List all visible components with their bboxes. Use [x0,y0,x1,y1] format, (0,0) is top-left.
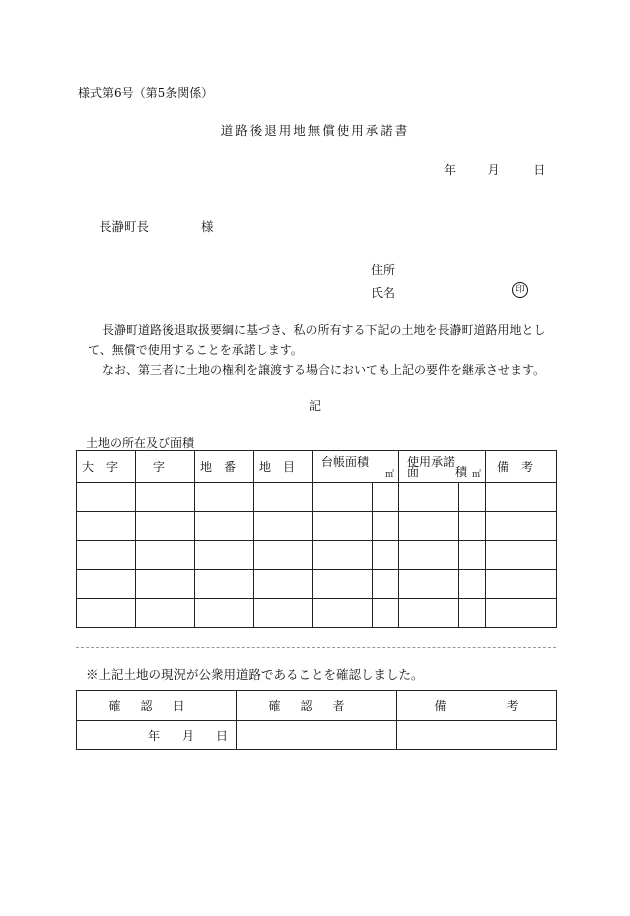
address-label: 住所 [371,263,396,277]
table-cell[interactable] [399,512,459,541]
table-cell[interactable] [486,541,557,570]
confirm-person-header: 確認者 [237,691,397,721]
table-cell[interactable] [195,512,254,541]
date-line [444,161,545,178]
land-section-label: 土地の所在及び面積 [86,436,195,450]
table-cell[interactable] [136,541,195,570]
confirm-remarks-header: 備 考 [397,691,557,721]
table-cell[interactable] [373,599,399,628]
table-cell[interactable] [254,512,313,541]
table-cell[interactable] [313,570,373,599]
confirm-person-cell[interactable] [237,721,397,750]
table-cell[interactable] [373,483,399,512]
header-remarks: 備考 [486,451,557,483]
table-cell[interactable] [136,483,195,512]
confirm-note: ※上記土地の現況が公衆用道路であることを確認しました。 [86,667,424,682]
table-row [77,512,557,541]
consent-area-label-2: 面 積 [407,465,468,479]
header-chimoku: 地目 [254,451,313,483]
addressee-honorific: 様 [201,219,214,234]
table-cell[interactable] [486,599,557,628]
table-cell[interactable] [486,483,557,512]
table-cell[interactable] [459,541,486,570]
addressee-name: 長瀞町長 [99,219,150,234]
consent-area-label-1: 使用承諾 [407,455,456,469]
header-consent-area [399,451,486,483]
table-cell[interactable] [486,570,557,599]
table-cell[interactable] [136,570,195,599]
table-cell[interactable] [313,483,373,512]
table-cell[interactable] [459,512,486,541]
table-cell[interactable] [459,599,486,628]
table-cell[interactable] [373,541,399,570]
confirm-table [76,690,557,750]
table-cell[interactable] [399,599,459,628]
table-cell[interactable] [313,541,373,570]
ki-marker: 記 [309,399,322,413]
table-cell[interactable] [254,570,313,599]
table-cell[interactable] [254,483,313,512]
body-text [88,320,558,380]
header-oaza: 大字 [77,451,136,483]
table-cell[interactable] [195,483,254,512]
register-area-label: 台帳面積 [321,455,370,469]
date-day: 日 [533,163,546,177]
table-cell[interactable] [254,541,313,570]
consent-area-unit: ㎡ [471,470,481,480]
table-cell[interactable] [77,541,136,570]
table-row [77,570,557,599]
header-aza: 字 [136,451,195,483]
table-cell[interactable] [313,512,373,541]
confirm-date-day: 日 [215,728,228,743]
table-row [77,483,557,512]
table-cell[interactable] [399,541,459,570]
table-cell[interactable] [77,512,136,541]
table-cell[interactable] [77,570,136,599]
header-register-area [313,451,399,483]
confirm-remarks-cell[interactable] [397,721,557,750]
table-cell[interactable] [136,599,195,628]
table-cell[interactable] [373,570,399,599]
land-table-body [77,483,557,628]
table-cell[interactable] [373,512,399,541]
land-table [76,450,557,628]
confirm-date-month: 月 [181,728,194,743]
register-area-unit: ㎡ [384,470,394,480]
name-label: 氏名 [371,286,396,300]
table-cell[interactable] [459,483,486,512]
table-cell[interactable] [399,570,459,599]
table-cell[interactable] [195,570,254,599]
table-cell[interactable] [77,599,136,628]
seal-mark: 印 [512,282,528,298]
table-cell[interactable] [195,599,254,628]
confirm-date-year: 年 [147,728,160,743]
addressee [99,217,214,235]
header-chiban: 地番 [195,451,254,483]
table-cell[interactable] [254,599,313,628]
document-title: 道路後退用地無償使用承諾書 [220,123,410,138]
table-cell[interactable] [195,541,254,570]
table-cell[interactable] [77,483,136,512]
body-paragraph-2: なお、第三者に土地の権利を譲渡する場合においても上記の要件を継承させます。 [102,363,546,377]
table-row [77,541,557,570]
table-row [77,599,557,628]
table-cell[interactable] [136,512,195,541]
confirm-date-header: 確認日 [77,691,237,721]
date-year: 年 [444,163,457,177]
confirm-date-cell[interactable] [77,721,237,750]
date-month: 月 [487,163,500,177]
form-number: 様式第6号（第5条関係） [78,86,214,100]
table-cell[interactable] [459,570,486,599]
dashed-separator [76,647,556,648]
table-cell[interactable] [313,599,373,628]
body-paragraph-1: 長瀞町道路後退取扱要綱に基づき、私の所有する下記の土地を長瀞町道路用地として、無償で使用することを承諾します。 [88,323,546,357]
table-cell[interactable] [399,483,459,512]
table-cell[interactable] [486,512,557,541]
